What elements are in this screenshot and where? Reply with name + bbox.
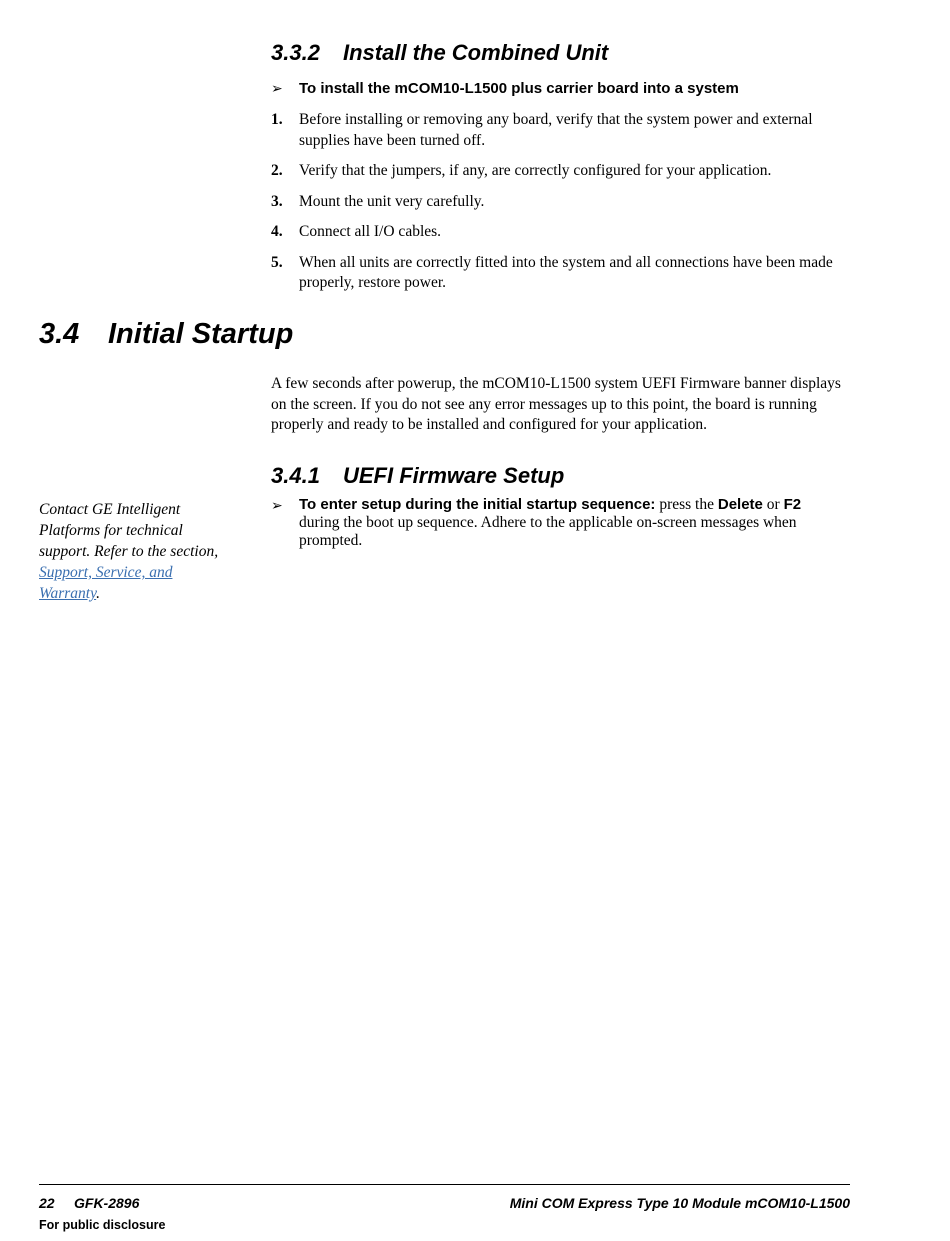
step-number: 4. bbox=[271, 223, 283, 240]
setup-instruction bbox=[271, 496, 831, 550]
arrow-bullet-icon: ➢ bbox=[271, 80, 283, 96]
step-text: Before installing or removing any board, verify that the system power and external supplies have been turned off. bbox=[299, 111, 813, 149]
section-title: Initial Startup bbox=[108, 318, 294, 350]
step-text: Verify that the jumpers, if any, are correctly configured for your application. bbox=[299, 162, 772, 179]
step-number: 5. bbox=[271, 253, 283, 271]
step-number: 2. bbox=[271, 162, 283, 179]
step-text: When all units are correctly fitted into the system and all connections have been made properly, restore power. bbox=[299, 253, 833, 291]
doc-id: GFK-2896 bbox=[74, 1195, 140, 1211]
disclosure-label: For public disclosure bbox=[39, 1218, 166, 1232]
section-3-4-1-heading bbox=[271, 463, 564, 489]
step-number: 1. bbox=[271, 111, 283, 128]
footer-doc-title: Mini COM Express Type 10 Module mCOM10-L1500 bbox=[509, 1195, 850, 1211]
page-number: 22 bbox=[39, 1195, 55, 1211]
setup-text-3: during the boot up sequence. Adhere to the applicable on-screen messages when prompted. bbox=[299, 514, 797, 549]
section-number: 3.3.2 bbox=[271, 40, 320, 65]
support-service-warranty-link[interactable]: Support, Service, and Warranty bbox=[39, 564, 173, 602]
sidenote-end: . bbox=[96, 585, 101, 602]
list-item bbox=[271, 161, 841, 182]
list-item bbox=[271, 192, 841, 213]
footer-divider bbox=[39, 1184, 850, 1185]
support-sidenote bbox=[39, 499, 234, 604]
step-text: Mount the unit very carefully. bbox=[299, 192, 485, 210]
setup-text-1: press the bbox=[655, 496, 718, 513]
arrow-bullet-icon: ➢ bbox=[271, 497, 283, 513]
procedure-title: To install the mCOM10-L1500 plus carrier board into a system bbox=[299, 80, 739, 97]
section-number: 3.4 bbox=[39, 318, 80, 350]
section-title: Install the Combined Unit bbox=[343, 40, 609, 65]
step-number: 3. bbox=[271, 192, 283, 210]
key-delete: Delete bbox=[717, 496, 763, 513]
setup-text bbox=[299, 496, 831, 550]
key-f2: F2 bbox=[783, 496, 802, 513]
list-item bbox=[271, 110, 841, 151]
step-text: Connect all I/O cables. bbox=[299, 223, 442, 240]
setup-lead: To enter setup during the initial startup sequence: bbox=[299, 496, 656, 513]
list-item bbox=[271, 253, 841, 294]
install-steps-list bbox=[271, 110, 841, 304]
footer-left bbox=[39, 1195, 139, 1211]
section-3-4-heading bbox=[39, 318, 293, 351]
sidenote-text: Contact GE Intelligent Platforms for technical support. Refer to the section, bbox=[39, 501, 219, 560]
section-title: UEFI Firmware Setup bbox=[343, 463, 565, 488]
list-item bbox=[271, 222, 841, 243]
section-number: 3.4.1 bbox=[271, 463, 320, 488]
setup-text-2: or bbox=[762, 496, 784, 513]
section-3-3-2-heading bbox=[271, 40, 608, 66]
startup-paragraph: A few seconds after powerup, the mCOM10-L1500 system UEFI Firmware banner displays on the screen. If you do not see any error messages up to this point, the board is running properly and ready to be installed and configured for your application. bbox=[271, 375, 841, 433]
